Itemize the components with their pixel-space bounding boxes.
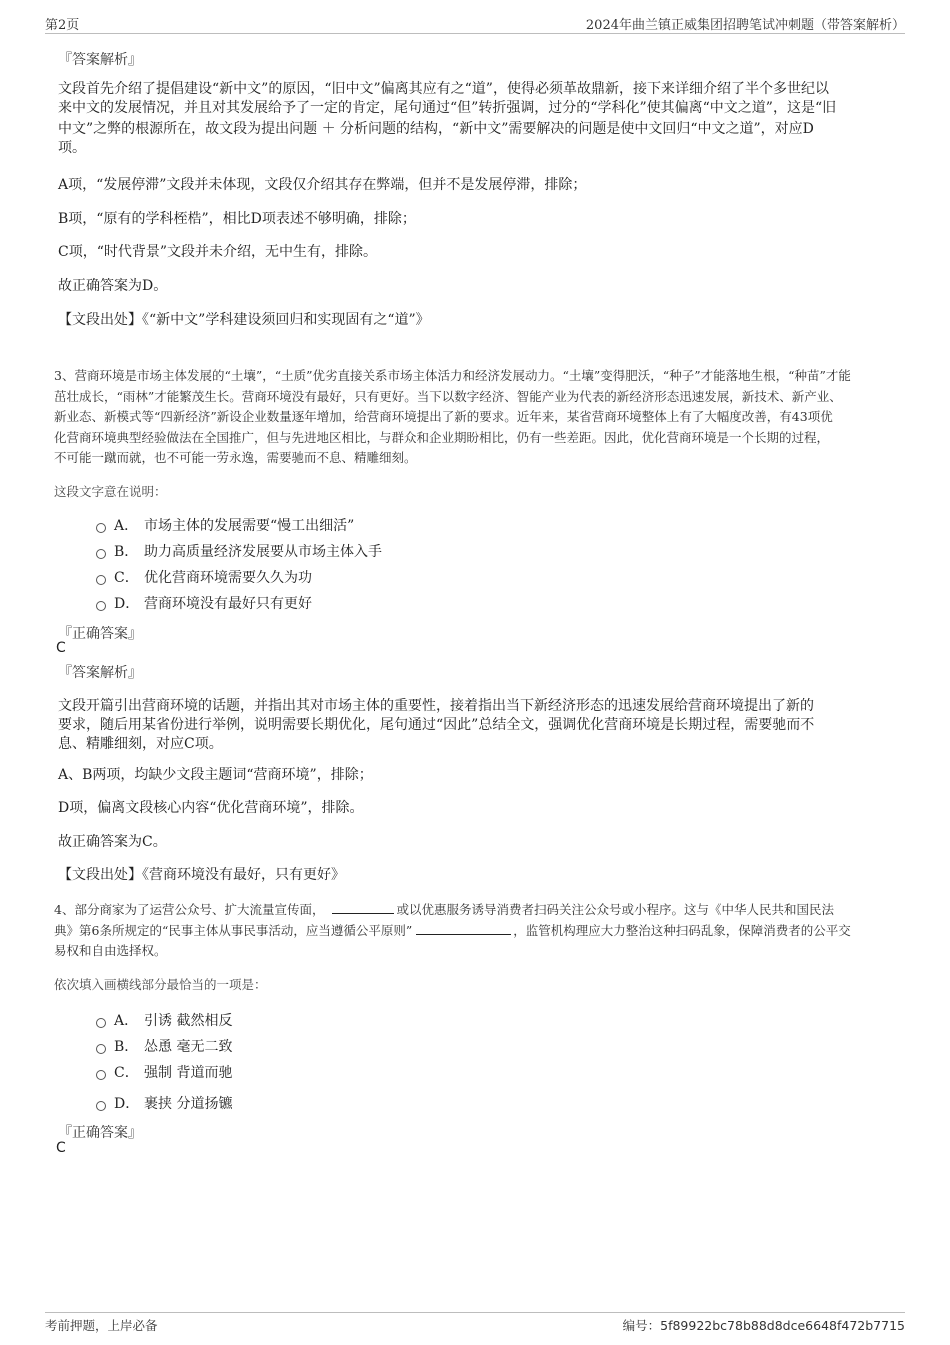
q4-question-text [54,900,904,962]
option-text: 助力高质量经济发展要从市场主体入手 [144,544,382,560]
q4-option-d[interactable] [96,1093,232,1113]
code-label: 编号： [622,1318,661,1333]
fill-blank-2 [416,921,511,935]
q2-analysis [58,80,903,158]
q3-question-text [54,366,904,469]
q4-text-line: 易权和自由选择权。 [54,943,167,958]
q4-option-b[interactable] [96,1036,232,1056]
q2-conclusion: 故正确答案为D。 [58,278,168,294]
q4-answer-label: 『正确答案』 [58,1125,142,1141]
q3-exclusion-ab: A、B两项，均缺少文段主题词“营商环境”，排除； [58,767,373,783]
radio-icon[interactable] [96,549,106,559]
code-value: 5f89922bc78b88d8dce6648f472b7715 [660,1318,905,1333]
option-text: 裹挟 分道扬镳 [144,1096,233,1112]
option-letter: D． [114,596,140,612]
q2-source: 【文段出处】《“新中文”学科建设须回归和实现固有之“道”》 [58,312,430,328]
q3-option-b[interactable] [96,541,382,561]
q3-answer-label: 『正确答案』 [58,626,142,642]
page-header [45,14,905,34]
q4-text-segment: ，监管机构理应大力整治这种扫码乱象，保障消费者的公平交 [513,922,851,938]
radio-icon[interactable] [96,1018,106,1028]
option-letter: A． [114,518,139,534]
q3-text-line: 不可能一蹴而就，也不可能一劳永逸，需要驰而不息、精雕细刻。 [54,450,417,465]
page-footer [45,1312,905,1334]
radio-icon[interactable] [96,575,106,585]
radio-icon[interactable] [96,1101,106,1111]
q3-text-line: 3、营商环境是市场主体发展的“土壤”，“土质”优劣直接关系市场主体活力和经济发展动力。“土壤”变得肥沃，“种子”才能落地生根，“种苗”才能 [54,368,851,383]
q4-option-a[interactable] [96,1010,232,1030]
q3-prompt: 这段文字意在说明： [54,484,167,499]
option-text: 营商环境没有最好只有更好 [144,596,312,612]
fill-blank-1 [332,900,394,914]
footer-slogan: 考前押题，上岸必备 [45,1318,158,1333]
q3-text-line: 化营商环境典型经验做法在全国推广，但与先进地区相比，与群众和企业期盼相比，仍有一些差距。因此，优化营商环境是一个长期的过程， [54,429,830,445]
q4-text-line [54,921,904,942]
option-text: 市场主体的发展需要“慢工出细活” [144,518,355,534]
q4-prompt: 依次填入画横线部分最恰当的一项是： [54,977,267,992]
document-title: 2024年曲兰镇正威集团招聘笔试冲刺题（带答案解析） [585,18,905,33]
option-letter: C． [114,1065,139,1081]
option-letter: B． [114,544,139,560]
option-text: 引诱 截然相反 [144,1013,233,1029]
q2-analysis-line: 文段首先介绍了提倡建设“新中文”的原因，“旧中文”偏离其应有之“道”，使得必须革故鼎新，接下来详细介绍了半个多世纪以 [58,81,829,97]
q3-analysis-line: 息、精雕细刻，对应C项。 [58,736,223,752]
q3-option-d[interactable] [96,593,312,613]
q2-analysis-line: 项。 [58,140,86,156]
option-text: 强制 背道而驰 [144,1065,233,1081]
q3-analysis-line: 文段开篇引出营商环境的话题，并指出其对市场主体的重要性，接着指出当下新经济形态的迅速发展给营商环境提出了新的 [58,698,814,714]
radio-icon[interactable] [96,523,106,533]
q4-option-c[interactable] [96,1062,232,1082]
q3-analysis [58,697,903,754]
option-letter: B． [114,1039,139,1055]
q4-text-line [54,900,904,921]
q2-analysis-label: 『答案解析』 [58,52,142,68]
q2-exclusion-c: C项，“时代背景”文段并未介绍，无中生有，排除。 [58,244,378,260]
q3-conclusion: 故正确答案为C。 [58,834,167,850]
option-letter: C． [114,570,139,586]
option-text: 怂恿 毫无二致 [144,1039,233,1055]
q4-text-segment: 或以优惠服务诱导消费者扫码关注公众号或小程序。这与《中华人民共和国民法 [396,902,834,917]
q3-option-c[interactable] [96,567,312,587]
radio-icon[interactable] [96,601,106,611]
q2-analysis-line: 来中文的发展情况，并且对其发展给予了一定的肯定，尾句通过“但”转折强调，过分的“学科化”使其偏离“中文之道”，这是“旧 [58,100,837,116]
q3-text-line: 新业态、新模式等“四新经济”新设企业数量逐年增加，给营商环境提出了新的要求。近年来，某省营商环境整体上有了大幅度改善，有43项优 [54,409,833,424]
q2-exclusion-a: A项，“发展停滞”文段并未体现，文段仅介绍其存在弊端，但并不是发展停滞，排除； [58,177,587,193]
q2-exclusion-b: B项，“原有的学科桎梏”，相比D项表述不够明确，排除； [58,211,416,227]
q4-text-segment: 4、部分商家为了运营公众号、扩大流量宣传面， [54,902,325,917]
q4-text-segment: 典》第6条所规定的“民事主体从事民事活动，应当遵循公平原则” [54,922,413,938]
document-code [623,1316,905,1334]
q3-analysis-label: 『答案解析』 [58,665,142,681]
option-letter: A． [114,1013,139,1029]
option-letter: D． [114,1096,140,1112]
radio-icon[interactable] [96,1070,106,1080]
q3-analysis-line: 要求，随后用某省份进行举例，说明需要长期优化，尾句通过“因此”总结全文，强调优化营商环境是长期过程，需要驰而不 [58,717,815,733]
q3-option-a[interactable] [96,515,354,535]
q3-correct-answer: C [56,640,66,656]
radio-icon[interactable] [96,1044,106,1054]
page-number: 第2页 [45,18,80,33]
q3-text-line: 茁壮成长，“雨林”才能繁茂生长。营商环境没有最好，只有更好。当下以数字经济、智能产业为代表的新经济形态迅速发展，新技术、新产业、 [54,388,842,404]
q2-analysis-line: 中文”之弊的根源所在，故文段为提出问题 ＋ 分析问题的结构，“新中文”需要解决的问题是使中文回归“中文之道”，对应D [58,121,814,137]
option-text: 优化营商环境需要久久为功 [144,570,312,586]
q3-source: 【文段出处】《营商环境没有最好，只有更好》 [58,867,345,883]
q4-correct-answer: C [56,1140,66,1156]
q3-exclusion-d: D项，偏离文段核心内容“优化营商环境”，排除。 [58,800,364,816]
